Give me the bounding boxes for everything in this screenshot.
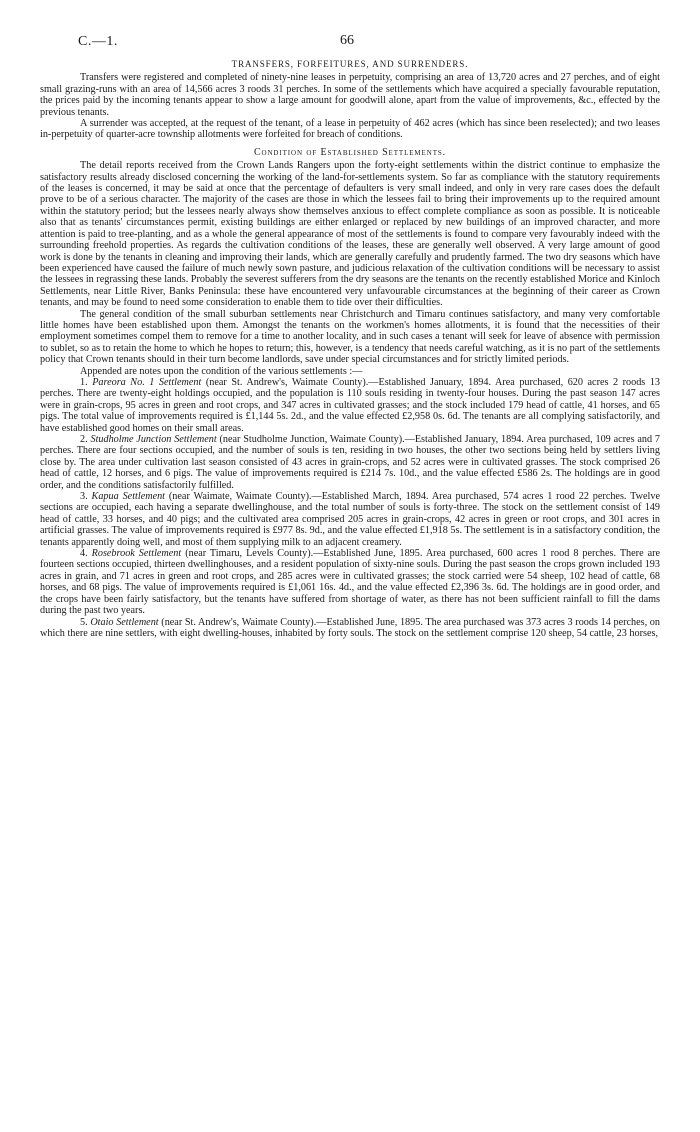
item-number: 5. [80,616,88,628]
paragraph: Appended are notes upon the condition of the various settlements :— [80,365,363,377]
running-head [40,30,660,52]
settlement-name: Otaio Settlement [90,616,159,628]
settlement-name: Pareora No. 1 Settlement [92,376,202,388]
settlement-note [40,434,660,491]
item-number: 1. [80,376,88,388]
paragraph: Transfers were registered and completed of ninety-nine leases in perpetuity, comprising an area of 13,720 acres and 27 perches, and of eight small grazing-runs with an area of 14,566 acres 3 roods 31 perches. In some of the settlements which have acquired a specially favourable reputation, the prices paid by the incoming tenants appear to show a large amount for goodwill alone, apart from the value of improvements, &c., effected by the previous tenants. [40,72,660,118]
section-heading-transfers: TRANSFERS, FORFEITURES, AND SURRENDERS. [231,59,469,69]
settlement-text: (near St. Andrew's, Waimate County).—Established January, 1894. Area purchased, 620 acres 2 roods 13 perches. There are twenty-eight holdings occupied, and the population is 110 souls residing in twenty-four houses. During the past season 147 acres were in grain-crops, 95 acres in green and root crops, and 347 acres in cultivated grasses; and the stock included 179 head of cattle, 41 horses, and 65 pigs. The total value of improvements required is £1,144 5s. 2d., and the value effected £2,958 0s. 6d. The tenants are all complying satisfactorily, and have established good homes on their small areas. [40,376,660,434]
section-heading-condition: Condition of Established Settlements. [253,146,447,158]
paragraph: A surrender was accepted, at the request of the tenant, of a lease in perpetuity of 462 acres (which has since been reselected); and two leases in-perpetuity of quarter-acre township allotments were forfeited for breach of conditions. [40,118,660,141]
settlement-text: (near St. Andrew's, Waimate County).—Established June, 1895. The area purchased was 373 acres 3 roods 14 perches, on which there are nine settlers, with eight dwelling-houses, inhabited by forty souls. The stock on the settlement comprise 120 sheep, 54 cattle, 23 horses, [40,616,660,639]
settlement-note [40,491,660,548]
paragraph: The general condition of the small suburban settlements near Christchurch and Timaru continues satisfactory, and many very comfortable little homes have been established upon them. Amongst the tenants on the workmen's homes allotments, it is found that the necessities of their employment sometimes compel them to remove for a time to another locality, and in such cases a tenant will seek for leave of absence with permission to sublet, so as to retain the home to which he hopes to return; this, however, is a tendency that needs careful watching, as it is no part of the settlements policy that Crown tenants should in their turn become landlords, save under special circumstances and for strictly limited periods. [40,308,660,366]
settlement-name: Kapua Settlement [91,491,166,503]
settlement-name: Rosebrook Settlement [91,548,182,560]
item-number: 3. [80,491,88,503]
item-number: 4. [80,548,88,560]
item-number: 2. [80,434,88,445]
settlement-note [40,377,660,434]
paragraph: The detail reports received from the Crown Lands Rangers upon the forty-eight settlements within the district continue to emphasize the satisfactory results already disclosed concerning the working of the land-for-settlements system. So far as compliance with the statutory requirements of the leases is concerned, it may be said at once that the percentage of defaulters is very small indeed, and only in very rare cases does the default prove to be of a serious character. The majority of the cases are those in which the lessees fail to bring their improvements up to the required amount within the statutory period; but the lessees nearly always show themselves anxious to effect complete compliance as soon as possible. It is noticeable also that as tenants' circumstances permit, existing buildings are either enlarged or replaced by new buildings of an improved character, and more attention is paid to tree-planting, and as a whole the general appearance of most of the settlements is found to compare very favourably indeed with the surrounding freehold properties. As regards the cultivation conditions of the leases, these are generally well observed. A very large amount of good work is done by the tenants in cleaning and improving their lands, which are generally carefully and prudently farmed. The two dry seasons which have been experienced have caused the failure of much newly sown pasture, and judicious relaxation of the cultivation conditions will be necessary to assist the lessees in regrassing these lands. Probably the severest sufferers from the dry seasons are the tenants on the recently established Morice and Kinloch Settlements, near Little River, Banks Peninsula: these have encountered very unfavourable circumstances at the beginning of their career as Crown tenants, and may be found to need some consideration to enable them to tide over their difficulties. [40,160,660,309]
settlement-note [40,548,660,616]
settlement-name: Studholme Junction Settlement [90,434,217,445]
page-number: 66 [340,33,354,48]
settlement-text: (near Timaru, Levels County).—Established June, 1895. Area purchased, 600 acres 1 rood 8 perches. There are fourteen sections occupied, thirteen dwellinghouses, and a resident population of sixty-nine souls. During the past season the crops grown included 193 acres in grain, and 71 acres in green and root crops, and 285 acres were in cultivated grasses; the stock carried were 54 sheep, 102 head of cattle, 68 horses, and 68 pigs. The value of improvements required is £1,061 16s. 4d., and the value effected £2,396 3s. 6d. The holdings are in good order, and the crops have been fairly satisfactory, but the tenants have suffered from shortage of water, as there has not been sufficient rainfall to fill the dams during the past two years. [40,548,661,617]
settlement-text: (near Waimate, Waimate County).—Established March, 1894. Area purchased, 574 acres 1 rood 22 perches. Twelve sections are occupied, each having a separate dwellinghouse, and the total number of souls is forty-three. The stock on the settlement consist of 149 head of cattle, 33 horses, and 40 pigs; and the cultivated area comprised 205 acres in grain-crops, 42 acres in green or root crops, and 301 acres in artificial grasses. The value of improvements required is £977 8s. 9d., and the value effected £1,918 5s. The settlement is in a satisfactory condition, the tenants apparently doing well, and most of them supplying milk to an adjacent creamery. [40,491,660,548]
settlement-text: (near Studholme Junction, Waimate County).—Established January, 1894. Area purchased, 109 acres and 7 perches. There are four sections occupied, and the number of souls is ten, residing in two houses, the other two sections being held by settlers living close by. The area under cultivation last season consisted of 43 acres in grain-crops, and 52 acres were in cultivated grasses. The stock comprised 26 head of cattle, 12 horses, and 6 pigs. The value of improvements required is £214 7s. 10d., and the value effected £586 2s. The holdings are in good order, and the conditions satisfactorily fulfilled. [40,434,660,491]
settlement-note [40,617,660,640]
report-code: C.—1. [78,34,118,49]
